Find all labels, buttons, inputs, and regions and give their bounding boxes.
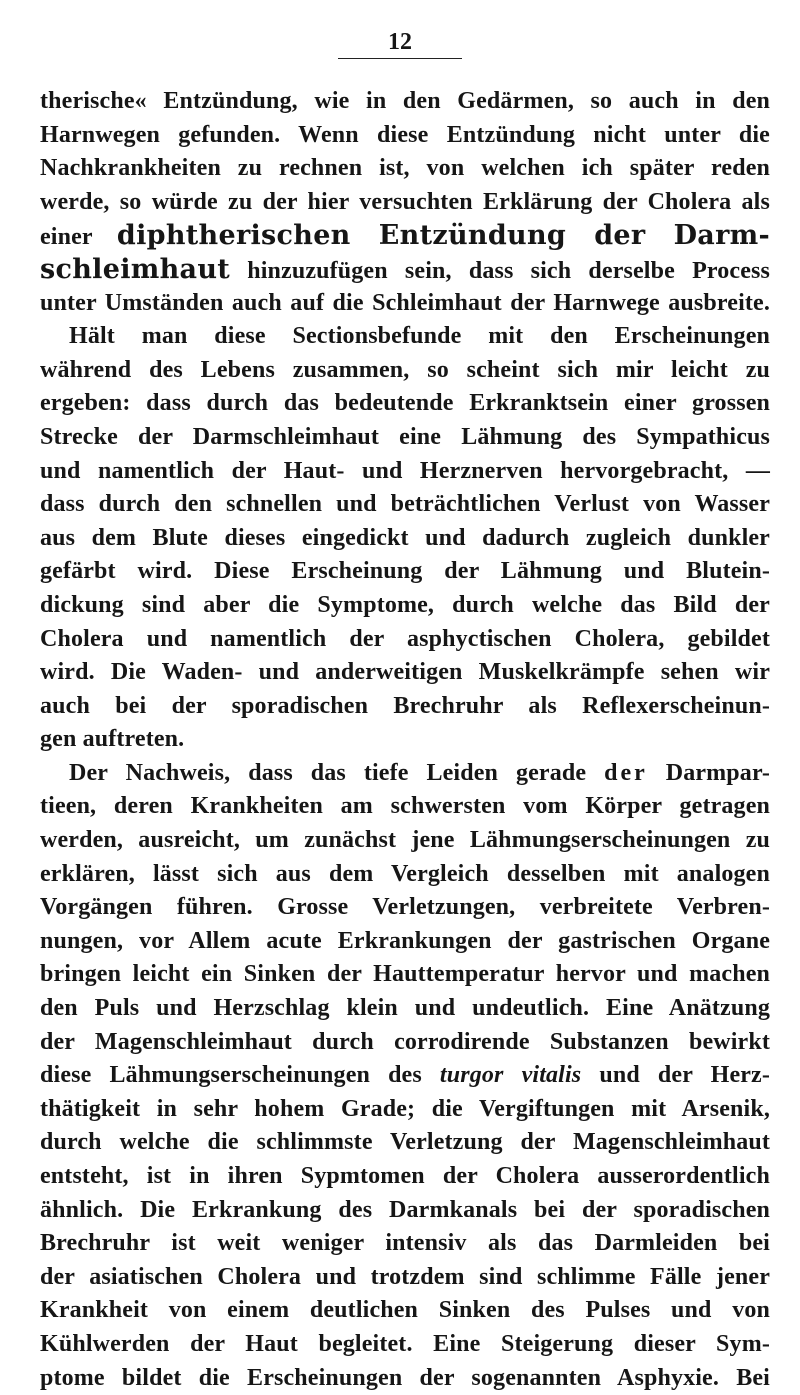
text-line [40, 891, 770, 925]
text-line [40, 1126, 770, 1160]
body-text [40, 85, 770, 1395]
text-line [40, 623, 770, 657]
line-text: unter Umständen auch auf die Schleimhaut der Harnwege ausbreite. [40, 289, 770, 316]
line-text: ähnlich. Die Erkrankung des Darmkanals bei der sporadischen [40, 1196, 770, 1223]
line-text: der Magenschleimhaut durch corrodirende Substanzen bewirkt [40, 1028, 770, 1055]
line-text: Der Nachweis, dass das tiefe Leiden gerade [69, 759, 605, 786]
text-line [40, 589, 770, 623]
line-text: hinzuzufügen sein, dass sich derselbe Process [230, 257, 770, 284]
text-line [40, 690, 770, 724]
line-text: diese Lähmungserscheinungen des [40, 1062, 440, 1089]
line-text: wird. Die Waden- und anderweitigen Muskelkrämpfe sehen wir [40, 659, 770, 686]
text-line [40, 790, 770, 824]
line-text: Brechruhr ist weit weniger intensiv als das Darmleiden bei [40, 1230, 770, 1257]
line-text: gen auftreten. [40, 726, 185, 753]
text-line [40, 656, 770, 690]
text-line [40, 1328, 770, 1362]
line-text: Strecke der Darmschleimhaut eine Lähmung des Sympathicus [40, 423, 770, 450]
line-text: bringen leicht ein Sinken der Hauttemperatur hervor und machen [40, 961, 770, 988]
text-line [40, 387, 770, 421]
text-line [40, 1362, 770, 1395]
line-text: Nachkrankheiten zu rechnen ist, von welchen ich später reden [40, 155, 770, 182]
spaced-text: der [604, 759, 648, 786]
text-line [40, 992, 770, 1026]
line-text: durch welche die schlimmste Verletzung der Magenschleimhaut [40, 1129, 770, 1156]
line-text: und namentlich der Haut- und Herznerven hervorgebracht, — [40, 457, 770, 484]
line-text: einer [40, 224, 117, 251]
text-line [40, 522, 770, 556]
line-text: und der Herz- [581, 1062, 770, 1089]
text-line [40, 287, 770, 321]
text-line [40, 119, 770, 153]
line-text: gefärbt wird. Diese Erscheinung der Lähmung und Blutein- [40, 558, 770, 585]
text-line [40, 186, 770, 220]
line-text: tieen, deren Krankheiten am schwersten vom Körper getragen [40, 793, 770, 820]
text-line [40, 1160, 770, 1194]
line-text: Krankheit von einem deutlichen Sinken des Pulses und von [40, 1297, 770, 1324]
line-text: nungen, vor Allem acute Erkrankungen der gastrischen Organe [40, 927, 770, 954]
text-line [40, 320, 770, 354]
text-line [40, 1227, 770, 1261]
text-line [40, 555, 770, 589]
text-line [40, 925, 770, 959]
text-line [40, 958, 770, 992]
emphasized-text: diphtherischen Entzündung der Darm- [116, 220, 770, 252]
emphasized-text: schleimhaut [40, 253, 231, 285]
line-text: der asiatischen Cholera und trotzdem sind schlimme Fälle jener [40, 1263, 770, 1290]
line-text: entsteht, ist in ihren Sypmtomen der Cholera ausserordentlich [40, 1163, 770, 1189]
text-line [40, 723, 770, 757]
line-text: Darmpar- [647, 759, 770, 786]
text-line [40, 1026, 770, 1060]
text-line [40, 858, 770, 892]
italic-text: turgor vitalis [439, 1062, 582, 1089]
line-text: Vorgängen führen. Grosse Verletzungen, verbreitete Verbren- [40, 894, 770, 921]
text-line [40, 1059, 770, 1093]
text-line [40, 152, 770, 186]
text-line [40, 85, 770, 119]
line-text: während des Lebens zusammen, so scheint sich mir leicht zu [40, 356, 770, 383]
page-number: 12 [388, 29, 412, 55]
text-line [40, 421, 770, 455]
text-line [40, 1294, 770, 1328]
line-text: ptome bildet die Erscheinungen der sogenannten Asphyxie. Bei [40, 1364, 770, 1391]
text-line [40, 253, 770, 287]
line-text: therische« Entzündung, wie in den Gedärmen, so auch in den [40, 88, 770, 114]
line-text: den Puls und Herzschlag klein und undeutlich. Eine Anätzung [40, 995, 770, 1022]
line-text: ergeben: dass durch das bedeutende Erkranktsein einer grossen [40, 390, 770, 417]
text-line [40, 488, 770, 522]
line-text: auch bei der sporadischen Brechruhr als Reflexerscheinun- [40, 692, 770, 719]
line-text: Kühlwerden der Haut begleitet. Eine Steigerung dieser Sym- [40, 1330, 770, 1357]
line-text: thätigkeit in sehr hohem Grade; die Vergiftungen mit Arsenik, [40, 1095, 770, 1122]
text-line [40, 1261, 770, 1295]
line-text: Hält man diese Sectionsbefunde mit den Erscheinungen [69, 323, 770, 350]
text-line [40, 1093, 770, 1127]
header-rule [338, 58, 462, 59]
line-text: dass durch den schnellen und beträchtlichen Verlust von Wasser [40, 491, 770, 518]
text-line [40, 757, 770, 791]
line-text: dickung sind aber die Symptome, durch welche das Bild der [40, 591, 770, 618]
line-text: werde, so würde zu der hier versuchten Erklärung der Cholera als [40, 188, 770, 215]
text-line [40, 219, 770, 253]
text-line [40, 455, 770, 489]
text-line [40, 354, 770, 388]
line-text: Cholera und namentlich der asphyctischen Cholera, gebildet [40, 625, 770, 652]
line-text: Harnwegen gefunden. Wenn diese Entzündung nicht unter die [40, 121, 770, 148]
line-text: erklären, lässt sich aus dem Vergleich desselben mit analogen [40, 860, 770, 887]
text-line [40, 824, 770, 858]
text-line [40, 1194, 770, 1228]
line-text: aus dem Blute dieses eingedickt und dadurch zugleich dunkler [40, 524, 770, 551]
line-text: werden, ausreicht, um zunächst jene Lähmungserscheinungen zu [40, 827, 770, 854]
